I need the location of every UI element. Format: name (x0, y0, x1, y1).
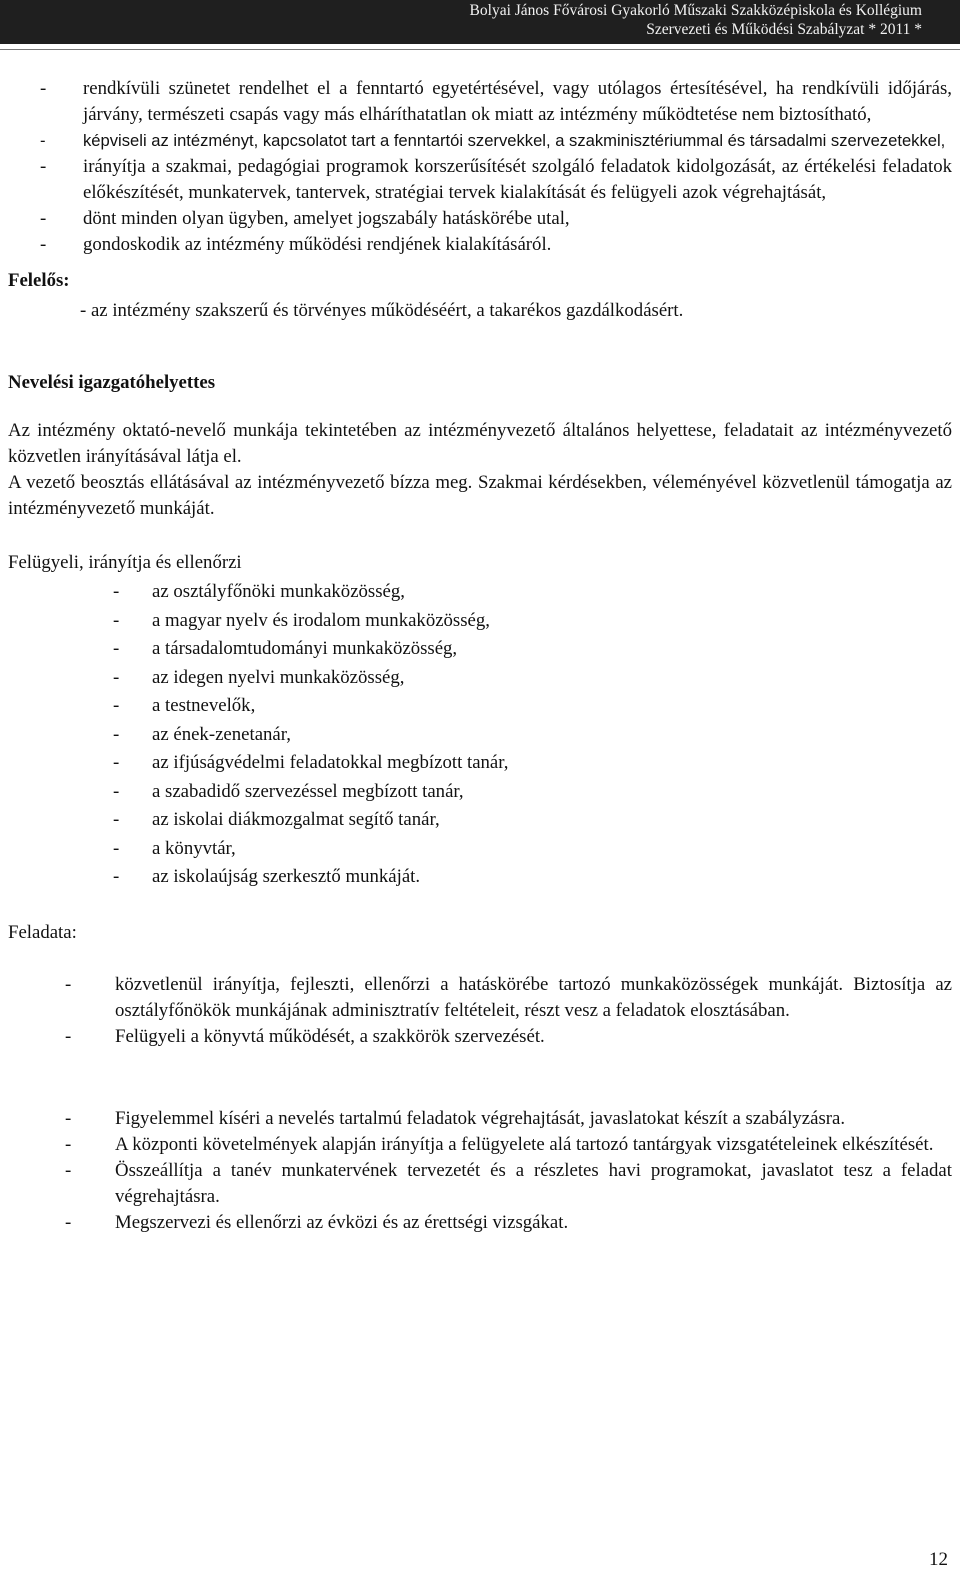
list-dash: - (113, 780, 120, 802)
list-dash: - (65, 1107, 72, 1129)
list-item-text: Megszervezi és ellenőrzi az évközi és az érettségi vizsgákat. (115, 1211, 569, 1233)
tasks-list-primary (0, 972, 960, 1050)
list-item (0, 664, 960, 693)
list-dash: - (65, 1025, 72, 1047)
document-body (0, 76, 960, 1236)
list-item (0, 1210, 960, 1236)
header-school-name: Bolyai János Fővárosi Gyakorló Műszaki Szakközépiskola és Kollégium (469, 2, 922, 19)
list-item (0, 1158, 960, 1210)
list-item (0, 972, 960, 1024)
list-dash: - (113, 609, 120, 631)
tasks-list-secondary (0, 1106, 960, 1236)
list-item-text: az ének-zenetanár, (152, 723, 291, 745)
supervised-list (0, 578, 960, 892)
responsible-text: - az intézmény szakszerű és törvényes működéséért, a takarékos gazdálkodásért. (80, 300, 684, 321)
list-item-text: dönt minden olyan ügyben, amelyet jogszabály hatáskörébe utal, (83, 208, 570, 229)
page-number: 12 (929, 1549, 948, 1570)
list-dash: - (113, 809, 120, 830)
list-item-text: irányítja a szakmai, pedagógiai programok korszerűsítését szolgáló feladatok kidolgozását, az értékelési feladatok előkészítését, munkatervek, tantervek, stratégiai tervek kialakítását és felügyeli azok végrehajtását, (83, 156, 952, 203)
list-item (0, 835, 960, 864)
header-document-title: Szervezeti és Működési Szabályzat * 2011 * (646, 21, 922, 38)
section-paragraph: A vezető beosztás ellátásával az intézményvezető bízza meg. Szakmai kérdésekben, véleményével közvetlenül támogatja az intézményvezető munkáját. (8, 472, 952, 519)
list-item-text: Összeállítja a tanév munkatervének tervezetét és a részletes havi programokat, javaslatot tesz a feladat végrehajtásra. (115, 1159, 952, 1207)
list-dash: - (113, 837, 120, 859)
list-dash: - (40, 234, 47, 255)
list-item-text: a társadalomtudományi munkaközösség, (152, 638, 458, 659)
list-item-text: rendkívüli szünetet rendelhet el a fenntartó egyetértésével, vagy utólagos értesítésével, ha rendkívüli időjárás, járvány, természeti csapás vagy más elháríthatatlan ok miatt az intézmény működtetése nem biztosítható, (83, 78, 952, 125)
list-item (0, 749, 960, 778)
list-item (0, 607, 960, 636)
list-item (0, 578, 960, 607)
section-heading: Nevelési igazgatóhelyettes (8, 372, 216, 393)
list-dash: - (113, 723, 120, 745)
list-dash: - (113, 666, 120, 688)
list-item-text: Felügyeli a könyvtá működését, a szakkörök szervezését. (115, 1025, 545, 1047)
list-dash: - (65, 973, 72, 995)
list-item (0, 806, 960, 835)
list-item-text: Figyelemmel kíséri a nevelés tartalmú feladatok végrehajtását, javaslatokat készít a szabályzásra. (115, 1107, 846, 1129)
supervises-intro: Felügyeli, irányítja és ellenőrzi (8, 552, 242, 573)
list-dash: - (40, 156, 47, 177)
responsible-label: Felelős: (8, 270, 70, 291)
section-paragraph: Az intézmény oktató-nevelő munkája tekintetében az intézményvezető általános helyettese, feladatait az intézményvezető közvetlen irányításával látja el. (8, 420, 952, 467)
list-item-text: az osztályfőnöki munkaközösség, (152, 581, 405, 602)
list-dash: - (40, 78, 47, 99)
list-dash: - (113, 752, 120, 773)
tasks-label: Feladata: (8, 921, 77, 943)
list-item-text: a szabadidő szervezéssel megbízott tanár, (152, 780, 464, 802)
page-header (0, 0, 960, 44)
list-item-text: képviseli az intézményt, kapcsolatot tart a fenntartói szervekkel, a szakminisztériummal és társadalmi szervezetekkel, (83, 131, 946, 150)
list-item (0, 1132, 960, 1158)
list-item (0, 1106, 960, 1132)
list-dash: - (40, 208, 47, 229)
list-item (0, 128, 960, 154)
list-dash: - (113, 581, 120, 602)
header-divider (0, 49, 960, 50)
list-dash: - (65, 1159, 72, 1181)
list-item (0, 154, 960, 206)
list-dash: - (65, 1211, 72, 1233)
list-item (0, 232, 960, 258)
list-item-text: A központi követelmények alapján irányítja a felügyelete alá tartozó tantárgyak vizsgatételeinek elkészítését. (115, 1133, 934, 1155)
list-item-text: az iskolaújság szerkesztő munkáját. (152, 866, 421, 887)
list-item (0, 692, 960, 721)
list-item-text: az idegen nyelvi munkaközösség, (152, 666, 405, 688)
list-item (0, 206, 960, 232)
list-dash: - (113, 695, 120, 716)
list-item-text: az ifjúságvédelmi feladatokkal megbízott tanár, (152, 752, 509, 773)
list-item (0, 721, 960, 750)
list-item (0, 778, 960, 807)
list-dash: - (113, 866, 120, 887)
list-item-text: az iskolai diákmozgalmat segítő tanár, (152, 809, 440, 830)
list-item-text: a magyar nyelv és irodalom munkaközösség, (152, 609, 490, 631)
list-item (0, 635, 960, 664)
list-item (0, 1024, 960, 1050)
list-item-text: a testnevelők, (152, 695, 256, 716)
list-dash: - (65, 1133, 72, 1155)
list-item-text: gondoskodik az intézmény működési rendjének kialakításáról. (83, 234, 552, 255)
list-dash: - (113, 638, 120, 659)
list-item-text: közvetlenül irányítja, fejleszti, ellenőrzi a hatáskörébe tartozó munkaközösségek munkáját. Biztosítja az osztályfőnökök munkájának adminisztratív feltételeit, részt vesz a feladatok elosztásában. (115, 973, 952, 1021)
list-dash: - (40, 131, 46, 150)
list-item-text: a könyvtár, (152, 837, 236, 859)
list-item (0, 863, 960, 892)
list-item (0, 76, 960, 128)
